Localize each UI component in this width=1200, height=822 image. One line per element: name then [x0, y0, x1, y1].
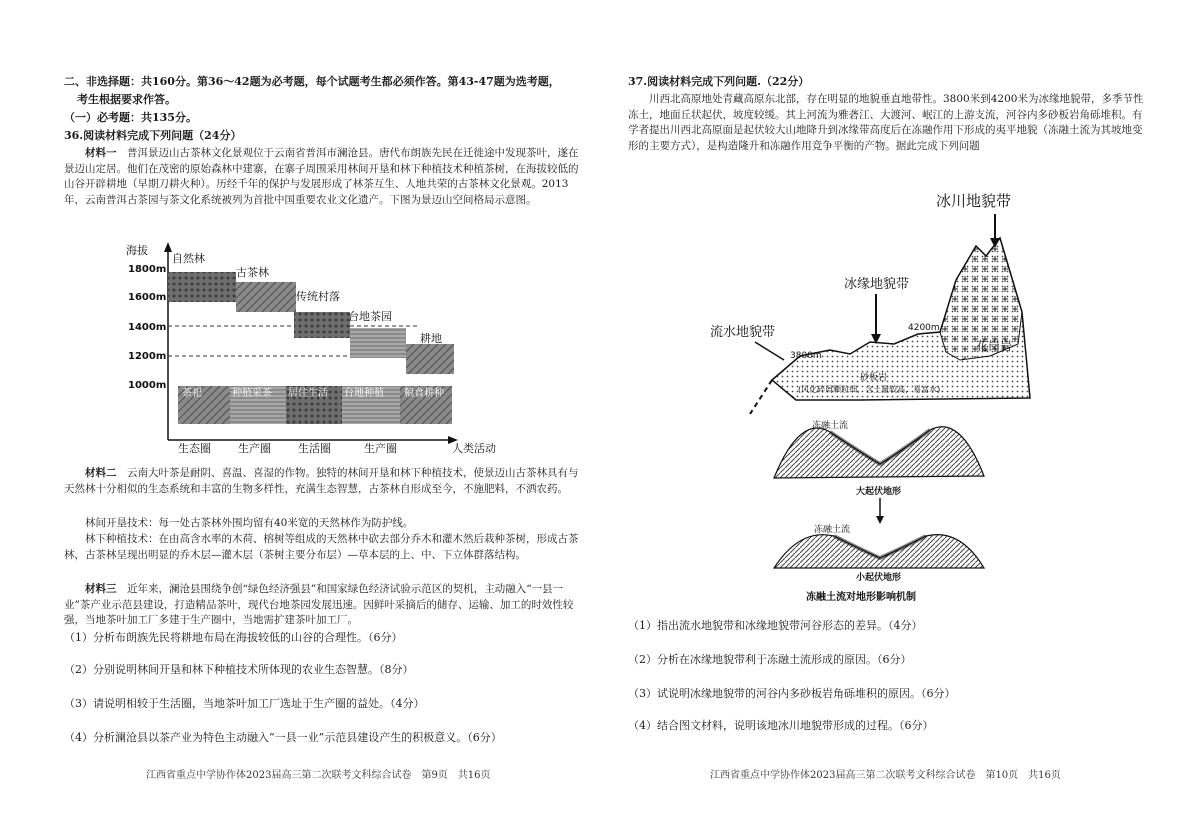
material-2 — [64, 466, 582, 497]
jingmai-spatial-diagram — [118, 240, 518, 455]
zone-farmland — [406, 344, 454, 374]
activity-label-terrace-planting: 台地种植 — [344, 388, 384, 399]
geomorphology-zone-diagram — [710, 184, 1050, 414]
tick-1200: 1200m — [128, 351, 167, 362]
required-questions-label: （一）必考题：共135分。 — [64, 111, 197, 124]
y-axis-label: 海拔 — [126, 244, 148, 257]
material-3-text: 近年来，澜沧县围绕争创“绿色经济强县”和国家绿色经济试验示范区的契机，主动融入“一县一业”茶产业示范县建设，打造精品茶叶，现代台地茶园发展迅速。因鲜叶采摘后的储存、运输、加工的时效性较强，当地茶叶加工厂多建于生产圈中，当地需扩建茶叶加工厂。 — [64, 583, 574, 626]
fluvial-zone-label: 流水地貌带 — [710, 325, 776, 340]
small-relief-terrain — [774, 535, 984, 568]
solifluction-mechanism-diagram — [770, 418, 990, 604]
q36-part-2: （2）分别说明林间开垦和林下种植技术所体现的农业生态智慧。（8分） — [64, 663, 414, 676]
tick-1000: 1000m — [128, 380, 167, 391]
tick-1800: 1800m — [128, 264, 167, 275]
x-axis-label: 人类活动 — [452, 442, 496, 455]
q37-part-3: （3）试说明冰缘地貌带的河谷内多砂板岩角砾堆积的原因。（6分） — [628, 687, 956, 700]
q37-part-2: （2）分析在冰缘地貌带利于冻融土流形成的原因。（6分） — [628, 653, 912, 666]
q37-intro: 川西北高原地处青藏高原东北部，存在明显的地貌垂直地带性。3800米到4200米为冰缘地貌带，多季节性冻土，地面丘状起伏，坡度较缓。其上河流为雅砻江、大渡河、岷江的上游支流，河谷内多砂板岩角砾堆积。有学者提出川西北高原面是起伏较大山地降升到冰缘带高度后在冻融作用下形成的夷平地貌（冻融土流为其坡地变形的主要方式），是构造隆升和冻融作用竞争平衡的产物。据此完成下列问题 — [628, 93, 1144, 152]
activity-label-tea-ritual: 茶祀 — [182, 388, 202, 399]
material-2-tech-2-text: 在由高含水率的木荷、榕树等组成的天然林中砍去部分乔木和灌木然后栽种茶树，形成古茶林，古茶林呈现出明显的乔木层—灌木层（茶树主要分布层）—草本层的上、中、下立体群落结构。 — [64, 533, 579, 561]
solifluction-label-2: 冻融土流 — [814, 525, 851, 535]
section-title: 二、非选择题：共160分。第36～42题为必考题，每个试题考生都必须作答。第43-47题为选考题， — [64, 75, 560, 88]
figure-caption: 冻融土流对地形影响机制 — [806, 592, 916, 603]
solifluction-label-1: 冻融土流 — [812, 421, 849, 431]
circle-ecology: 生态圈 — [178, 442, 211, 455]
material-2-label: 材料二 — [85, 467, 117, 479]
zone-label-farmland: 耕地 — [420, 332, 442, 345]
sandstone-label: 砂板岩 — [860, 373, 888, 383]
q36-title: 36.阅读材料完成下列问题（24分） — [64, 129, 242, 142]
material-1-text: 普洱景迈山古茶林文化景观位于云南省普洱市澜沧县。唐代布朗族先民在迁徙途中发现茶叶，遂在景迈山定居。他们在茂密的原始森林中建寨，在寨子周围采用林间开垦和林下种植技术种植茶树，在海拔较低的山谷开辟耕地（早期刀耕火种）。历经千年的保护与发展形成了林茶互生、人地共荣的古茶林文化景观。2013年，云南普洱古茶园与茶文化系统被列为首批中国重要农业文化遗产。下图为景迈山空间格局示意图。 — [64, 147, 579, 206]
zone-traditional-village — [294, 312, 350, 338]
q37-part-1: （1）指出流水地貌带和冰缘地貌带河谷形态的差异。（4分） — [628, 619, 923, 632]
q36-part-4: （4）分析澜沧县以茶产业为特色主动融入“一县一业”示范县建设产生的积极意义。（6分） — [64, 731, 502, 744]
zone-label-traditional-village: 传统村落 — [296, 290, 340, 303]
zone-label-ancient-tea-forest: 古茶林 — [236, 266, 269, 279]
material-3-label: 材料三 — [85, 583, 117, 595]
small-relief-label: 小起伏地形 — [856, 573, 902, 583]
circle-living: 生活圈 — [298, 442, 331, 455]
activity-label-planting-picking: 种植采茶 — [232, 388, 272, 399]
material-1-label: 材料一 — [85, 147, 117, 159]
q36-part-3: （3）请说明相较于生活圈，当地茶叶加工厂选址于生产圈的益处。（4分） — [64, 697, 425, 710]
material-2-tech-2-label: 林下种植技术： — [85, 533, 159, 545]
tick-1600: 1600m — [128, 292, 167, 303]
page-footer-right: 江西省重点中学协作体2023届高三第二次联考文科综合试卷 第10页 共16页 — [710, 770, 1061, 781]
elevation-4200: 4200m — [908, 323, 940, 333]
q37-title: 37.阅读材料完成下列问题.（22分） — [628, 75, 810, 88]
tick-1400: 1400m — [128, 322, 167, 333]
material-2-tech-1: 林间开垦技术：每一处古茶林外围均留有40米宽的天然林作为防护线。 — [85, 517, 414, 529]
big-relief-label: 大起伏地形 — [856, 487, 902, 497]
glacier-zone-label: 冰川地貌带 — [936, 192, 1012, 210]
material-2-tech-2 — [64, 532, 582, 563]
q37-part-4: （4）结合图文材料，说明该地冰川地貌带形成的过程。（6分） — [628, 719, 934, 732]
sandstone-note: (风化碎屑颗粒细，含土量较高，易富水) — [798, 385, 941, 394]
zone-natural-forest — [168, 272, 236, 302]
material-2-text: 云南大叶茶是耐阴、喜温、喜湿的作物。独特的林间开垦和林下种植技术，使景迈山古茶林具有与天然林十分相似的生态系统和丰富的生物多样性，充满生态智慧，古茶林自形成至今，不施肥料，不洒农药。 — [64, 467, 579, 495]
zone-terrace-tea-garden — [350, 328, 406, 358]
zone-ancient-tea-forest — [236, 282, 296, 312]
page-footer-left: 江西省重点中学协作体2023届高三第二次联考文科综合试卷 第9页 共16页 — [146, 770, 491, 781]
circle-production-2: 生产圈 — [364, 442, 397, 455]
material-1 — [64, 146, 582, 208]
periglacial-zone-label: 冰缘地貌带 — [844, 277, 910, 292]
right-page — [600, 0, 1200, 822]
activity-label-living: 居住生活 — [288, 388, 328, 399]
zone-label-natural-forest: 自然林 — [172, 252, 205, 265]
circle-production-1: 生产圈 — [238, 442, 271, 455]
q36-part-1: （1）分析布朗族先民将耕地布局在海拔较低的山谷的合理性。（6分） — [64, 631, 403, 644]
elevation-3800: 3800m — [790, 351, 822, 361]
material-3 — [64, 582, 582, 629]
activity-label-grain-farming: 粮食耕种 — [404, 388, 444, 399]
zone-label-terrace-tea-garden: 台地茶园 — [348, 310, 392, 323]
section-title-cont: 考生根据要求作答。 — [77, 93, 176, 106]
big-relief-terrain — [774, 427, 984, 478]
granite-label: 花岗岩 — [976, 339, 1013, 353]
